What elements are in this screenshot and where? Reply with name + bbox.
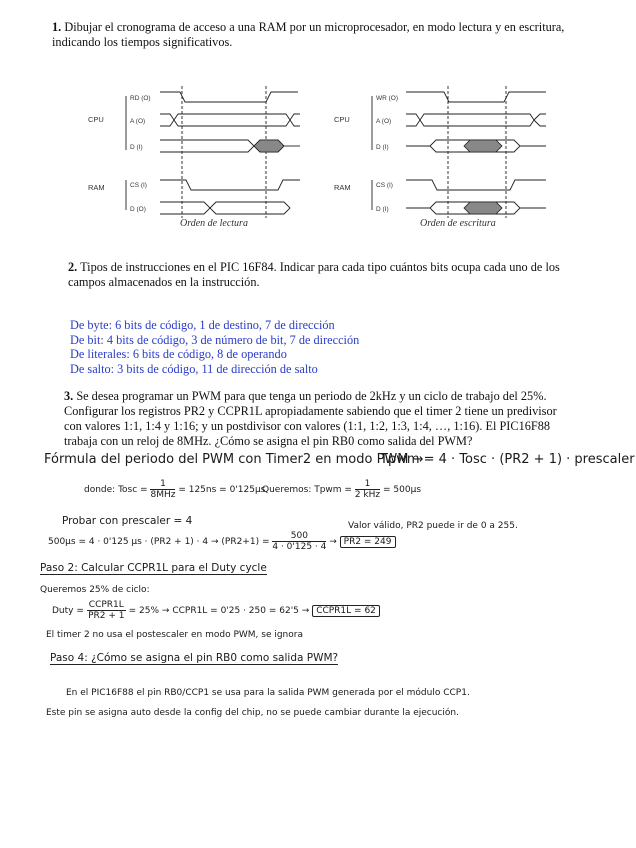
hw-fraction-numerator: 1 <box>355 479 380 490</box>
hw-pr2-equation: 500μs = 4 · 0'125 μs · (PR2 + 1) · 4 → (PR2+1) = <box>48 537 270 547</box>
signal-rd: RD (O) <box>130 95 151 102</box>
answer-line: De literales: 6 bits de código, 8 de operando <box>70 347 287 361</box>
ram-label: RAM <box>88 183 105 192</box>
hw-tosc-label: donde: Tosc = <box>84 485 148 495</box>
hw-postscaler-note: El timer 2 no usa el postescaler en modo PWM, se ignora <box>46 630 303 640</box>
hw-pr2-row: 500μs = 4 · 0'125 μs · (PR2 + 1) · 4 → (PR2+1) = $\frac{500}{4 \cdot 0'125 \cdot 4}$ → PR2 = 249 <box>48 531 396 552</box>
hw-step4-line2: Este pin se asigna auto desde la config del chip, no se puede cambiar durante la ejecución. <box>46 708 459 718</box>
signal-d-ram: D (I) <box>376 206 389 213</box>
hw-step4-title: Paso 4: ¿Cómo se asigna el pin RB0 como salida PWM? <box>50 652 339 664</box>
signal-d: D (I) <box>376 144 389 151</box>
hw-fraction-numerator: CCPR1L <box>88 600 124 610</box>
question-1-text: Dibujar el cronograma de acceso a una RAM por un microprocesador, en modo lectura y en escritura, indicando los tiempos significativos. <box>52 20 565 49</box>
hw-fraction-numerator: 1 <box>150 479 175 490</box>
question-3-text: Se desea programar un PWM para que tenga un periodo de 2kHz y un ciclo de trabajo del 25%. Configurar los registros PR2 y CCPR1L apropiadamente sabiendo que el timer 2 tiene un predivisor con valores 1:1, 1:4 y 1:16; y un postdivisor con valores (1:1, 1:2, 1:3, 1:4, …, 1:16). El PIC16F88 trabaja con un reloj de 8MHz. ¿Cómo se asigna el pin RB0 como salida del PWM? <box>64 389 557 448</box>
signal-a: A (O) <box>130 118 146 125</box>
signal-a: A (O) <box>376 118 392 125</box>
question-2-number: 2. <box>68 260 78 274</box>
hw-tpwm-value: = 500μs <box>383 485 422 495</box>
write-caption: Orden de escritura <box>420 218 496 229</box>
question-2-answers <box>70 318 359 376</box>
hw-fraction-denominator: PR2 + 1 <box>88 611 125 621</box>
hw-duty-row <box>52 600 380 621</box>
ram-label: RAM <box>334 183 351 192</box>
question-3-number: 3. <box>64 389 74 403</box>
question-2-text: Tipos de instrucciones en el PIC 16F84. Indicar para cada tipo cuántos bits ocupa cada uno de los campos almacenados en la instrucción. <box>68 260 560 289</box>
hw-formula: Tpwm = 4 · Tosc · (PR2 + 1) · prescaler <box>380 452 635 467</box>
read-timing-diagram <box>88 78 318 230</box>
hw-duty-label: Duty = <box>52 606 84 616</box>
signal-cs: CS (I) <box>376 182 393 189</box>
hw-formula-label: Fórmula del periodo del PWM con Timer2 en modo PWM → <box>44 452 424 467</box>
hw-fraction-denominator: 4 · 0'125 · 4 <box>272 542 327 552</box>
read-caption: Orden de lectura <box>180 218 248 229</box>
hw-prescaler-try: Probar con prescaler = 4 <box>62 515 193 527</box>
hw-fraction-numerator: 500 <box>272 531 326 542</box>
hw-pr2-note: Valor válido, PR2 puede ir de 0 a 255. <box>348 521 518 531</box>
hw-pr2-result: PR2 = 249 <box>340 536 396 548</box>
hw-tosc-row <box>84 479 265 500</box>
hw-tpwm-row <box>262 479 421 500</box>
signal-d-ram: D (O) <box>130 206 146 213</box>
hw-step2-title: Paso 2: Calcular CCPR1L para el Duty cycle <box>40 562 267 574</box>
question-2 <box>68 260 568 290</box>
signal-d: D (I) <box>130 144 143 151</box>
hw-duty-calc: = 25% → CCPR1L = 0'25 · 250 = 62'5 → <box>128 606 310 616</box>
question-1-number: 1. <box>52 20 62 34</box>
question-1 <box>52 20 592 50</box>
cpu-label: CPU <box>88 115 104 124</box>
answer-line: De salto: 3 bits de código, 11 de dirección de salto <box>70 361 318 376</box>
question-3 <box>64 389 574 449</box>
hw-fraction-denominator: 2 kHz <box>354 490 381 500</box>
cpu-label: CPU <box>334 115 350 124</box>
answer-line: De byte: 6 bits de código, 1 de destino, 7 de dirección <box>70 318 335 332</box>
hw-tpwm-label: Queremos: Tpwm = <box>262 485 352 495</box>
write-timing-diagram <box>334 78 564 230</box>
hw-ccpr1l-result: CCPR1L = 62 <box>312 605 380 617</box>
signal-cs: CS (I) <box>130 182 147 189</box>
hw-step2-want: Queremos 25% de ciclo: <box>40 585 150 595</box>
hw-tosc-value: = 125ns = 0'125μs <box>178 485 266 495</box>
hw-fraction-denominator: 8MHz <box>150 490 176 500</box>
signal-wr: WR (O) <box>376 95 399 102</box>
hw-step4-line1: En el PIC16F88 el pin RB0/CCP1 se usa para la salida PWM generada por el módulo CCP1. <box>66 688 470 698</box>
answer-line: De bit: 4 bits de código, 3 de número de bit, 7 de dirección <box>70 332 360 347</box>
